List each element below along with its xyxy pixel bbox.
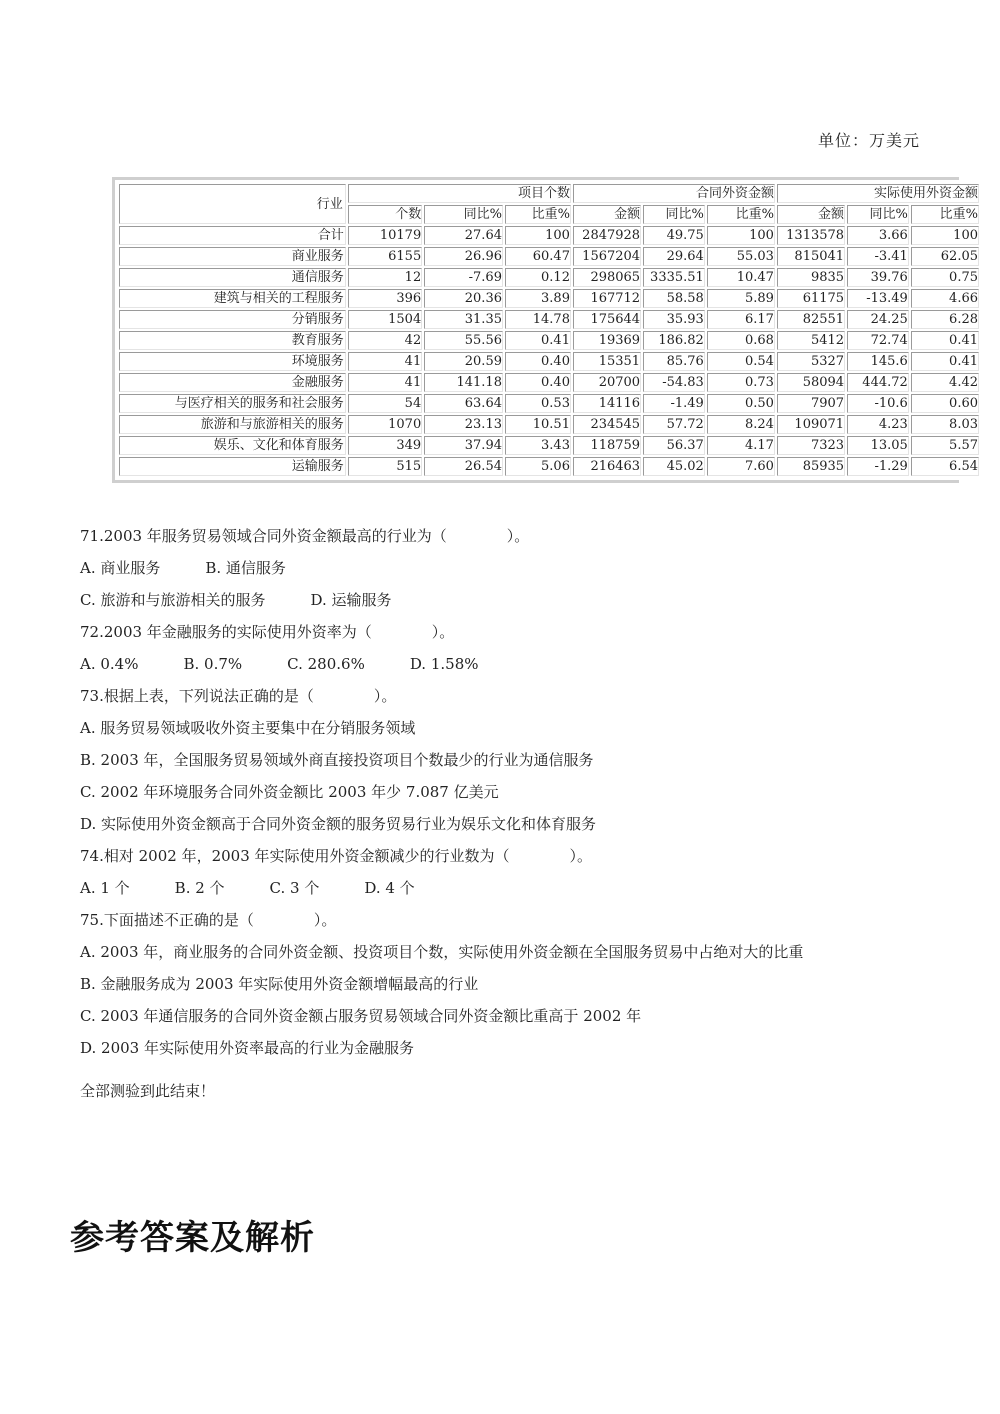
value-cell: 100 bbox=[707, 226, 775, 245]
value-cell: 141.18 bbox=[424, 373, 503, 392]
value-cell: 8.03 bbox=[911, 415, 979, 434]
value-cell: 20700 bbox=[573, 373, 641, 392]
value-cell: -3.41 bbox=[847, 247, 909, 266]
industry-name-cell: 教育服务 bbox=[119, 331, 346, 350]
value-cell: 3.89 bbox=[505, 289, 571, 308]
value-cell: 42 bbox=[348, 331, 423, 350]
value-cell: 0.50 bbox=[707, 394, 775, 413]
value-cell: -13.49 bbox=[847, 289, 909, 308]
value-cell: 100 bbox=[505, 226, 571, 245]
industry-name-cell: 运输服务 bbox=[119, 457, 346, 476]
value-cell: 10.51 bbox=[505, 415, 571, 434]
data-table bbox=[117, 182, 981, 478]
value-cell: 349 bbox=[348, 436, 423, 455]
question-line: D. 2003 年实际使用外资率最高的行业为金融服务 bbox=[80, 1039, 414, 1057]
value-cell: 5327 bbox=[777, 352, 845, 371]
value-cell: 57.72 bbox=[643, 415, 705, 434]
industry-name-cell: 环境服务 bbox=[119, 352, 346, 371]
industry-name-cell: 娱乐、文化和体育服务 bbox=[119, 436, 346, 455]
question-line: C. 2002 年环境服务合同外资金额比 2003 年少 7.087 亿美元 bbox=[80, 783, 499, 801]
value-cell: 5.06 bbox=[505, 457, 571, 476]
table-body bbox=[119, 184, 979, 476]
value-cell: 4.23 bbox=[847, 415, 909, 434]
industry-name-cell: 旅游和与旅游相关的服务 bbox=[119, 415, 346, 434]
value-cell: 0.40 bbox=[505, 373, 571, 392]
value-cell: -1.49 bbox=[643, 394, 705, 413]
sub-header: 比重% bbox=[505, 205, 571, 224]
sub-header: 比重% bbox=[707, 205, 775, 224]
table-row bbox=[119, 457, 979, 476]
value-cell: 444.72 bbox=[847, 373, 909, 392]
value-cell: 7.60 bbox=[707, 457, 775, 476]
value-cell: 82551 bbox=[777, 310, 845, 329]
value-cell: 37.94 bbox=[424, 436, 503, 455]
value-cell: 19369 bbox=[573, 331, 641, 350]
value-cell: -7.69 bbox=[424, 268, 503, 287]
value-cell: 186.82 bbox=[643, 331, 705, 350]
question-line: B. 金融服务成为 2003 年实际使用外资金额增幅最高的行业 bbox=[80, 975, 479, 993]
question-line: A. 1 个 B. 2 个 C. 3 个 D. 4 个 bbox=[80, 879, 415, 897]
sub-header: 个数 bbox=[348, 205, 423, 224]
industry-name-cell: 商业服务 bbox=[119, 247, 346, 266]
value-cell: 58.58 bbox=[643, 289, 705, 308]
value-cell: 6.54 bbox=[911, 457, 979, 476]
value-cell: 109071 bbox=[777, 415, 845, 434]
value-cell: 63.64 bbox=[424, 394, 503, 413]
question-line: C. 旅游和与旅游相关的服务 D. 运输服务 bbox=[80, 591, 392, 609]
question-line: B. 2003 年，全国服务贸易领域外商直接投资项目个数最少的行业为通信服务 bbox=[80, 751, 594, 769]
value-cell: 0.41 bbox=[911, 331, 979, 350]
value-cell: 6.28 bbox=[911, 310, 979, 329]
value-cell: 6.17 bbox=[707, 310, 775, 329]
value-cell: 49.75 bbox=[643, 226, 705, 245]
value-cell: 72.74 bbox=[847, 331, 909, 350]
value-cell: 10.47 bbox=[707, 268, 775, 287]
value-cell: 515 bbox=[348, 457, 423, 476]
table-row bbox=[119, 373, 979, 392]
value-cell: 815041 bbox=[777, 247, 845, 266]
question-line: 73.根据上表，下列说法正确的是（ ）。 bbox=[80, 687, 397, 705]
value-cell: 35.93 bbox=[643, 310, 705, 329]
value-cell: -1.29 bbox=[847, 457, 909, 476]
value-cell: 175644 bbox=[573, 310, 641, 329]
table-row bbox=[119, 415, 979, 434]
question-line: 72.2003 年金融服务的实际使用外资率为（ ）。 bbox=[80, 623, 455, 641]
table-row bbox=[119, 247, 979, 266]
value-cell: 118759 bbox=[573, 436, 641, 455]
table-row bbox=[119, 352, 979, 371]
question-line: 74.相对 2002 年，2003 年实际使用外资金额减少的行业数为（ ）。 bbox=[80, 847, 593, 865]
value-cell: 0.41 bbox=[505, 331, 571, 350]
value-cell: 4.42 bbox=[911, 373, 979, 392]
end-text: 全部测验到此结束！ bbox=[80, 1082, 216, 1100]
value-cell: 3335.51 bbox=[643, 268, 705, 287]
sub-header: 同比% bbox=[643, 205, 705, 224]
table-row bbox=[119, 226, 979, 245]
value-cell: 1504 bbox=[348, 310, 423, 329]
value-cell: 0.12 bbox=[505, 268, 571, 287]
value-cell: 0.75 bbox=[911, 268, 979, 287]
value-cell: -10.6 bbox=[847, 394, 909, 413]
value-cell: 20.36 bbox=[424, 289, 503, 308]
group-header-actual-amount: 实际使用外资金额 bbox=[777, 184, 979, 203]
value-cell: 58094 bbox=[777, 373, 845, 392]
question-line: 75.下面描述不正确的是（ ）。 bbox=[80, 911, 337, 929]
question-line: A. 0.4% B. 0.7% C. 280.6% D. 1.58% bbox=[80, 655, 479, 673]
value-cell: 145.6 bbox=[847, 352, 909, 371]
value-cell: 216463 bbox=[573, 457, 641, 476]
value-cell: 0.73 bbox=[707, 373, 775, 392]
value-cell: 8.24 bbox=[707, 415, 775, 434]
header-row-groups bbox=[119, 184, 979, 203]
value-cell: 0.68 bbox=[707, 331, 775, 350]
value-cell: 23.13 bbox=[424, 415, 503, 434]
value-cell: 0.40 bbox=[505, 352, 571, 371]
value-cell: 5.89 bbox=[707, 289, 775, 308]
sub-header: 金额 bbox=[777, 205, 845, 224]
value-cell: 12 bbox=[348, 268, 423, 287]
value-cell: 29.64 bbox=[643, 247, 705, 266]
sub-header: 同比% bbox=[424, 205, 503, 224]
unit-label: 单位：万美元 bbox=[818, 131, 921, 150]
value-cell: 5.57 bbox=[911, 436, 979, 455]
value-cell: 0.53 bbox=[505, 394, 571, 413]
value-cell: 45.02 bbox=[643, 457, 705, 476]
value-cell: 60.47 bbox=[505, 247, 571, 266]
value-cell: 55.56 bbox=[424, 331, 503, 350]
sub-header: 比重% bbox=[911, 205, 979, 224]
value-cell: 14.78 bbox=[505, 310, 571, 329]
value-cell: 7323 bbox=[777, 436, 845, 455]
value-cell: 100 bbox=[911, 226, 979, 245]
value-cell: 85.76 bbox=[643, 352, 705, 371]
industry-name-cell: 合计 bbox=[119, 226, 346, 245]
value-cell: 62.05 bbox=[911, 247, 979, 266]
sub-header: 金额 bbox=[573, 205, 641, 224]
table-row bbox=[119, 394, 979, 413]
value-cell: 56.37 bbox=[643, 436, 705, 455]
value-cell: 6155 bbox=[348, 247, 423, 266]
value-cell: 234545 bbox=[573, 415, 641, 434]
value-cell: 2847928 bbox=[573, 226, 641, 245]
group-header-contract-amount: 合同外资金额 bbox=[573, 184, 775, 203]
question-line: 71.2003 年服务贸易领域合同外资金额最高的行业为（ ）。 bbox=[80, 527, 530, 545]
value-cell: 26.54 bbox=[424, 457, 503, 476]
value-cell: 24.25 bbox=[847, 310, 909, 329]
value-cell: 7907 bbox=[777, 394, 845, 413]
question-line: A. 服务贸易领域吸收外资主要集中在分销服务领域 bbox=[80, 719, 416, 737]
value-cell: 9835 bbox=[777, 268, 845, 287]
data-table-container bbox=[112, 177, 978, 483]
value-cell: 26.96 bbox=[424, 247, 503, 266]
table-row bbox=[119, 310, 979, 329]
value-cell: -54.83 bbox=[643, 373, 705, 392]
industry-name-cell: 分销服务 bbox=[119, 310, 346, 329]
value-cell: 85935 bbox=[777, 457, 845, 476]
value-cell: 10179 bbox=[348, 226, 423, 245]
question-line: A. 商业服务 B. 通信服务 bbox=[80, 559, 286, 577]
question-list bbox=[80, 520, 960, 1064]
industry-name-cell: 建筑与相关的工程服务 bbox=[119, 289, 346, 308]
value-cell: 1567204 bbox=[573, 247, 641, 266]
table-row bbox=[119, 268, 979, 287]
value-cell: 4.66 bbox=[911, 289, 979, 308]
value-cell: 20.59 bbox=[424, 352, 503, 371]
table-row bbox=[119, 436, 979, 455]
industry-name-cell: 通信服务 bbox=[119, 268, 346, 287]
value-cell: 1313578 bbox=[777, 226, 845, 245]
industry-header: 行业 bbox=[119, 184, 346, 224]
table-row bbox=[119, 289, 979, 308]
value-cell: 15351 bbox=[573, 352, 641, 371]
answers-title: 参考答案及解析 bbox=[70, 1218, 315, 1258]
industry-name-cell: 与医疗相关的服务和社会服务 bbox=[119, 394, 346, 413]
industry-name-cell: 金融服务 bbox=[119, 373, 346, 392]
value-cell: 5412 bbox=[777, 331, 845, 350]
value-cell: 0.60 bbox=[911, 394, 979, 413]
value-cell: 167712 bbox=[573, 289, 641, 308]
question-line: A. 2003 年，商业服务的合同外资金额、投资项目个数，实际使用外资金额在全国服务贸易中占绝对大的比重 bbox=[80, 943, 804, 961]
value-cell: 4.17 bbox=[707, 436, 775, 455]
value-cell: 3.66 bbox=[847, 226, 909, 245]
value-cell: 396 bbox=[348, 289, 423, 308]
value-cell: 61175 bbox=[777, 289, 845, 308]
table-row bbox=[119, 331, 979, 350]
value-cell: 39.76 bbox=[847, 268, 909, 287]
value-cell: 41 bbox=[348, 352, 423, 371]
value-cell: 3.43 bbox=[505, 436, 571, 455]
value-cell: 0.54 bbox=[707, 352, 775, 371]
question-line: C. 2003 年通信服务的合同外资金额占服务贸易领域合同外资金额比重高于 2002 年 bbox=[80, 1007, 642, 1025]
value-cell: 31.35 bbox=[424, 310, 503, 329]
group-header-project-count: 项目个数 bbox=[348, 184, 571, 203]
value-cell: 27.64 bbox=[424, 226, 503, 245]
value-cell: 13.05 bbox=[847, 436, 909, 455]
value-cell: 54 bbox=[348, 394, 423, 413]
sub-header: 同比% bbox=[847, 205, 909, 224]
value-cell: 298065 bbox=[573, 268, 641, 287]
value-cell: 41 bbox=[348, 373, 423, 392]
value-cell: 0.41 bbox=[911, 352, 979, 371]
value-cell: 1070 bbox=[348, 415, 423, 434]
value-cell: 14116 bbox=[573, 394, 641, 413]
question-line: D. 实际使用外资金额高于合同外资金额的服务贸易行业为娱乐文化和体育服务 bbox=[80, 815, 597, 833]
value-cell: 55.03 bbox=[707, 247, 775, 266]
